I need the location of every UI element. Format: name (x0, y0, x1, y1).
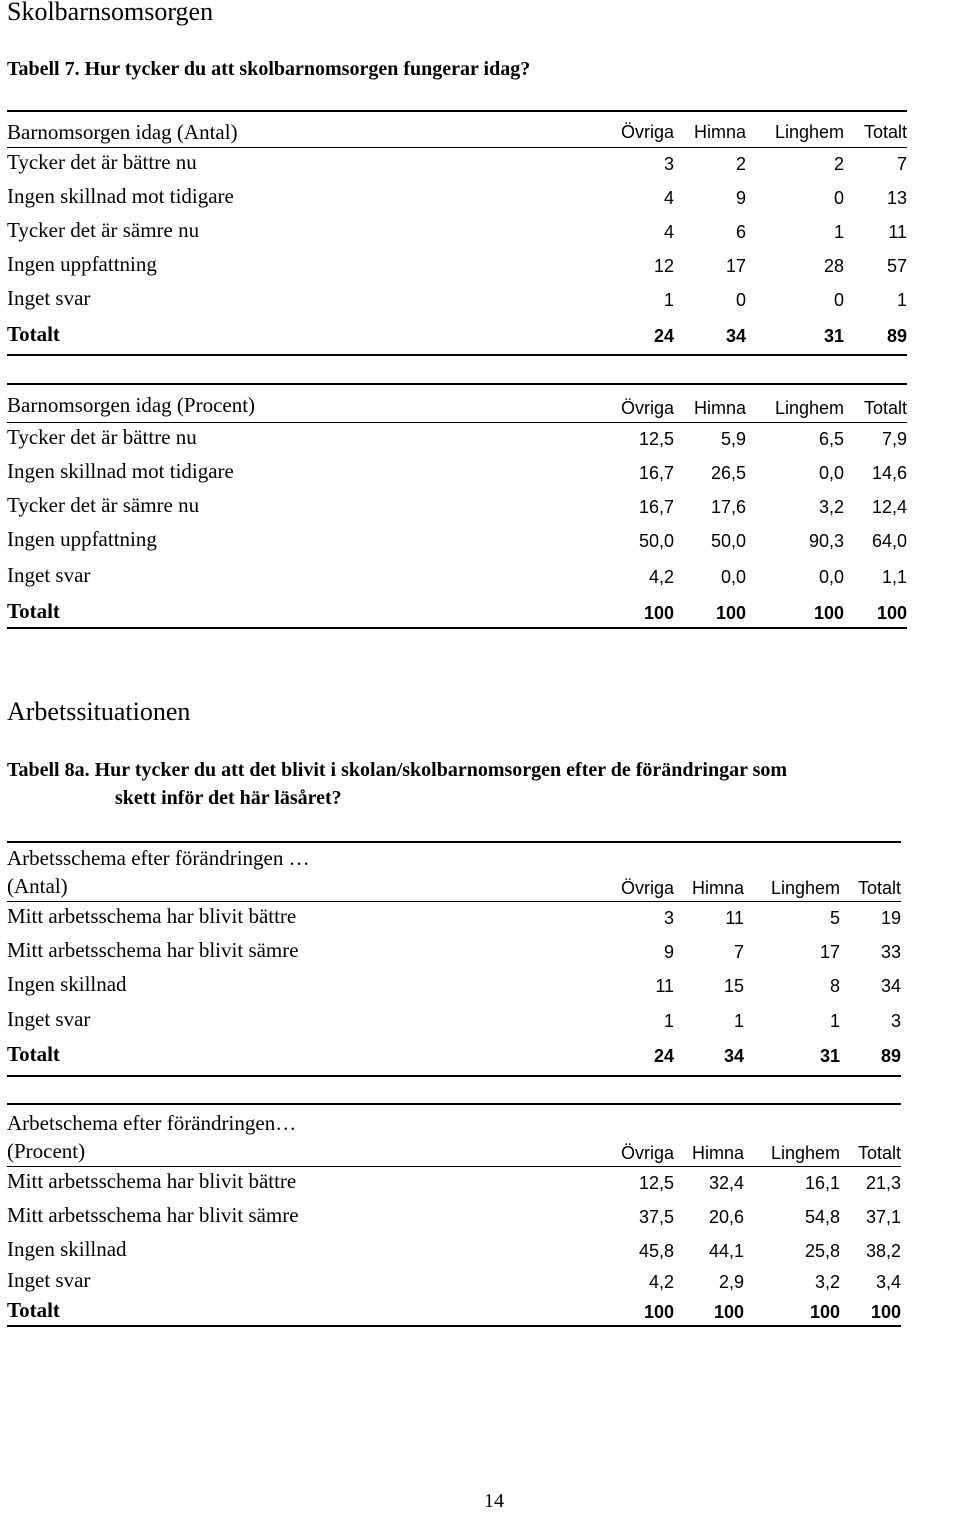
table-row (7, 286, 907, 318)
cell-linghem: 5 (829, 908, 840, 928)
cell-ovriga: 24 (653, 1046, 674, 1066)
table7-caption: Tabell 7. Hur tycker du att skolbarnomsorgen fungerar idag? (7, 58, 531, 80)
cell-himna: 11 (725, 908, 744, 928)
cell-ovriga: 4 (663, 188, 674, 208)
cell-himna: 34 (725, 326, 746, 346)
cell-totalt: 3 (890, 1011, 901, 1031)
column-header-linghem: Linghem (774, 122, 844, 142)
cell-ovriga: 16,7 (638, 497, 674, 517)
cell-ovriga: 4 (663, 222, 674, 242)
row-label: Totalt (7, 599, 60, 623)
cell-linghem: 3,2 (814, 1272, 840, 1292)
cell-linghem: 90,3 (808, 531, 844, 551)
table-title-line: (Procent) (7, 1139, 86, 1163)
table-row (7, 150, 907, 182)
table-total-row (7, 1042, 901, 1074)
cell-himna: 32,4 (708, 1173, 744, 1193)
table-top-rule (7, 383, 907, 385)
cell-ovriga: 50,0 (638, 531, 674, 551)
row-label: Ingen skillnad mot tidigare (7, 184, 234, 208)
table-row (7, 252, 907, 284)
column-header-ovriga: Övriga (620, 878, 674, 898)
cell-totalt: 14,6 (871, 463, 907, 483)
cell-himna: 50,0 (710, 531, 746, 551)
cell-linghem: 6,5 (818, 429, 844, 449)
row-label: Ingen skillnad mot tidigare (7, 459, 234, 483)
cell-ovriga: 11 (655, 976, 674, 996)
cell-ovriga: 12,5 (638, 1173, 674, 1193)
cell-linghem: 2 (833, 154, 844, 174)
cell-himna: 100 (715, 603, 746, 623)
cell-ovriga: 100 (643, 603, 674, 623)
table-row (7, 459, 907, 491)
cell-linghem: 1 (829, 1011, 840, 1031)
table-row (7, 425, 907, 457)
column-header-totalt: Totalt (857, 878, 901, 898)
table-bottom-rule (7, 354, 907, 356)
table-row (7, 1007, 901, 1039)
table-row (7, 1203, 901, 1235)
cell-himna: 17,6 (710, 497, 746, 517)
cell-totalt: 13 (886, 188, 907, 208)
row-label: Tycker det är bättre nu (7, 425, 197, 449)
table-top-rule (7, 110, 907, 112)
cell-linghem: 25,8 (804, 1241, 840, 1261)
row-label: Mitt arbetsschema har blivit sämre (7, 1203, 299, 1227)
row-label: Mitt arbetsschema har blivit bättre (7, 1169, 297, 1193)
row-label: Totalt (7, 322, 60, 346)
cell-ovriga: 45,8 (638, 1241, 674, 1261)
table-row (7, 493, 907, 525)
column-header-himna: Himna (693, 398, 746, 418)
column-header-linghem: Linghem (770, 878, 840, 898)
cell-himna: 7 (733, 942, 744, 962)
row-label: Inget svar (7, 563, 91, 587)
cell-totalt: 37,1 (865, 1207, 901, 1227)
cell-ovriga: 16,7 (638, 463, 674, 483)
cell-totalt: 12,4 (871, 497, 907, 517)
table-row (7, 1169, 901, 1201)
cell-totalt: 11 (888, 222, 907, 242)
table-row (7, 563, 907, 595)
row-label: Tycker det är sämre nu (7, 218, 200, 242)
table8a-caption-line2: skett inför det här läsåret? (115, 787, 342, 809)
cell-linghem: 3,2 (818, 497, 844, 517)
row-label: Inget svar (7, 1268, 91, 1292)
cell-totalt: 3,4 (875, 1272, 901, 1292)
table8a-caption-line1: Tabell 8a. Hur tycker du att det blivit i skolan/skolbarnomsorgen efter de förändringar som (7, 759, 788, 781)
cell-ovriga: 9 (663, 942, 674, 962)
cell-ovriga: 12,5 (638, 429, 674, 449)
cell-ovriga: 3 (663, 908, 674, 928)
table-bottom-rule (7, 1325, 901, 1327)
table-header-rule (7, 147, 907, 148)
cell-himna: 17 (725, 256, 746, 276)
cell-himna: 0,0 (720, 567, 746, 587)
cell-himna: 1 (733, 1011, 744, 1031)
section-title-skolbarnsomsorgen: Skolbarnsomsorgen (7, 0, 214, 26)
table-header-rule (7, 901, 901, 902)
cell-himna: 9 (735, 188, 746, 208)
table-title-line: Barnomsorgen idag (Procent) (7, 393, 256, 417)
cell-totalt: 100 (870, 1302, 901, 1322)
cell-himna: 2 (735, 154, 746, 174)
cell-totalt: 1,1 (881, 567, 907, 587)
cell-ovriga: 3 (663, 154, 674, 174)
cell-totalt: 89 (886, 326, 907, 346)
table-row (7, 904, 901, 936)
table-row (7, 184, 907, 216)
cell-ovriga: 4,2 (648, 567, 674, 587)
column-header-himna: Himna (691, 1143, 744, 1163)
cell-totalt: 57 (886, 256, 907, 276)
row-label: Mitt arbetsschema har blivit sämre (7, 938, 299, 962)
row-label: Inget svar (7, 286, 91, 310)
cell-himna: 0 (735, 290, 746, 310)
cell-himna: 44,1 (708, 1241, 744, 1261)
table-title-line: Arbetsschema efter förändringen … (7, 846, 310, 870)
cell-himna: 2,9 (718, 1272, 744, 1292)
row-label: Inget svar (7, 1007, 91, 1031)
cell-linghem: 31 (823, 326, 844, 346)
cell-linghem: 8 (829, 976, 840, 996)
column-header-totalt: Totalt (857, 1143, 901, 1163)
cell-totalt: 38,2 (865, 1241, 901, 1261)
cell-totalt: 19 (880, 908, 901, 928)
column-header-linghem: Linghem (770, 1143, 840, 1163)
cell-himna: 15 (723, 976, 744, 996)
row-label: Ingen uppfattning (7, 527, 157, 551)
row-label: Mitt arbetsschema har blivit bättre (7, 904, 297, 928)
table-top-rule (7, 1103, 901, 1105)
column-header-ovriga: Övriga (620, 1143, 674, 1163)
column-header-totalt: Totalt (863, 398, 907, 418)
row-label: Ingen skillnad (7, 1237, 127, 1261)
cell-linghem: 31 (819, 1046, 840, 1066)
cell-totalt: 7,9 (881, 429, 907, 449)
row-label: Ingen skillnad (7, 972, 127, 996)
table-bottom-rule (7, 1075, 901, 1077)
page-number: 14 (484, 1490, 504, 1512)
cell-totalt: 1 (896, 290, 907, 310)
table-row (7, 1237, 901, 1269)
table-title-line: Barnomsorgen idag (Antal) (7, 120, 238, 144)
cell-linghem: 0 (833, 290, 844, 310)
cell-linghem: 0,0 (818, 463, 844, 483)
cell-ovriga: 4,2 (648, 1272, 674, 1292)
cell-himna: 6 (735, 222, 746, 242)
cell-himna: 34 (723, 1046, 744, 1066)
table-title-line: (Antal) (7, 874, 68, 898)
cell-ovriga: 24 (653, 326, 674, 346)
table-bottom-rule (7, 627, 907, 629)
table-row (7, 527, 907, 559)
cell-himna: 100 (713, 1302, 744, 1322)
cell-totalt: 89 (880, 1046, 901, 1066)
cell-himna: 26,5 (710, 463, 746, 483)
column-header-ovriga: Övriga (620, 122, 674, 142)
table-row (7, 1268, 901, 1300)
table-header-rule (7, 422, 907, 423)
cell-ovriga: 1 (663, 290, 674, 310)
table-row (7, 218, 907, 250)
cell-ovriga: 37,5 (638, 1207, 674, 1227)
cell-totalt: 33 (880, 942, 901, 962)
table-header-rule (7, 1166, 901, 1167)
cell-linghem: 0 (833, 188, 844, 208)
cell-linghem: 100 (809, 1302, 840, 1322)
row-label: Tycker det är sämre nu (7, 493, 200, 517)
section-title-arbetssituationen: Arbetssituationen (7, 697, 191, 726)
table-row (7, 938, 901, 970)
row-label: Totalt (7, 1298, 60, 1322)
cell-linghem: 16,1 (804, 1173, 840, 1193)
cell-totalt: 21,3 (865, 1173, 901, 1193)
column-header-ovriga: Övriga (620, 398, 674, 418)
row-label: Tycker det är bättre nu (7, 150, 197, 174)
cell-totalt: 34 (880, 976, 901, 996)
cell-himna: 5,9 (720, 429, 746, 449)
cell-linghem: 1 (833, 222, 844, 242)
cell-linghem: 28 (823, 256, 844, 276)
cell-linghem: 100 (813, 603, 844, 623)
table-row (7, 972, 901, 1004)
table-top-rule (7, 841, 901, 843)
cell-totalt: 64,0 (871, 531, 907, 551)
column-header-linghem: Linghem (774, 398, 844, 418)
table-title-line: Arbetschema efter förändringen… (7, 1111, 297, 1135)
cell-ovriga: 100 (643, 1302, 674, 1322)
cell-linghem: 0,0 (818, 567, 844, 587)
row-label: Ingen uppfattning (7, 252, 157, 276)
table-total-row (7, 322, 907, 354)
cell-linghem: 54,8 (804, 1207, 840, 1227)
column-header-totalt: Totalt (863, 122, 907, 142)
cell-linghem: 17 (819, 942, 840, 962)
cell-ovriga: 12 (653, 256, 674, 276)
column-header-himna: Himna (691, 878, 744, 898)
cell-himna: 20,6 (708, 1207, 744, 1227)
cell-totalt: 7 (896, 154, 907, 174)
row-label: Totalt (7, 1042, 60, 1066)
cell-ovriga: 1 (663, 1011, 674, 1031)
cell-totalt: 100 (876, 603, 907, 623)
column-header-himna: Himna (693, 122, 746, 142)
